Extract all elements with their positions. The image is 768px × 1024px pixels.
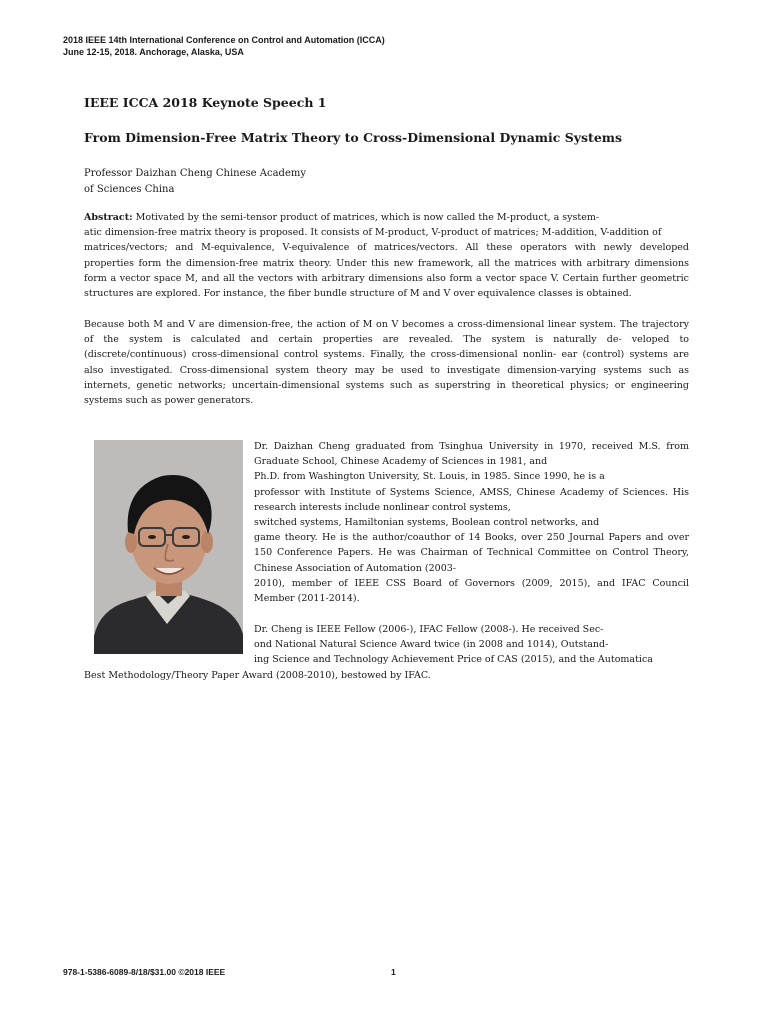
bio-line: Ph.D. from Washington University, St. Louis, in 1985. Since 1990, he is a [254,471,605,483]
body-line: systems such as power generators. [84,395,254,407]
abstract-line: form a vector space M, and all the vectors with arbitrary dimensions also form a vector space V. Certain further geometric [84,272,689,284]
abstract-paragraph [84,210,689,301]
conference-header-line2: June 12-15, 2018. Anchorage, Alaska, USA [63,47,244,57]
biography-paragraph [254,439,689,606]
body-line: of the system is calculated and certain properties are revealed. The system is naturally de- veloped to [84,334,689,346]
conference-header [63,34,385,58]
bio-line: ing Science and Technology Achievement Price of CAS (2015), and the Automatica [254,654,653,666]
talk-title: From Dimension-Free Matrix Theory to Cross-Dimensional Dynamic Systems [84,130,623,145]
honors-paragraph [254,622,689,668]
footer-isbn: 978-1-5386-6089-8/18/$31.00 ©2018 IEEE [63,967,226,977]
bio-line: research interests include nonlinear control systems, [254,501,511,513]
bio-line: ond National Natural Science Award twice (in 2008 and 1014), Outstand- [254,639,609,651]
abstract-line [84,210,689,225]
abstract-line: matrices/vectors; and M-equivalence, V-equivalence of matrices/vectors. All these operators with newly developed [84,242,689,254]
honors-last-line: Best Methodology/Theory Paper Award (2008-2010), bestowed by IFAC. [84,670,431,681]
bio-line: 2010), member of IEEE CSS Board of Governors (2009, 2015), and IFAC Council [254,577,689,589]
bio-line: professor with Institute of Systems Science, AMSS, Chinese Academy of Sciences. His [254,486,689,498]
bio-line: Member (2011-2014). [254,593,360,605]
bio-line: Graduate School, Chinese Academy of Sciences in 1981, and [254,456,548,468]
author-line1: Professor Daizhan Cheng Chinese Academy [84,168,307,179]
bio-line: Dr. Cheng is IEEE Fellow (2006-), IFAC Fellow (2008-). He received Sec- [254,624,604,635]
abstract-line: structures are explored. For instance, the fiber bundle structure of M and V over equivalence classes is obtained. [84,288,632,300]
abstract-line: atic dimension-free matrix theory is proposed. It consists of M-product, V-product of matrices; M-addition, V-addition of [84,227,662,239]
abstract-label: Abstract: [84,212,133,223]
body-line: also investigated. Cross-dimensional system theory may be used to investigate dimension-varying systems such as [84,364,689,376]
conference-header-line1: 2018 IEEE 14th International Conference on Control and Automation (ICCA) [63,35,385,45]
author-line2: of Sciences China [84,183,175,195]
body-line: Because both M and V are dimension-free, the action of M on V becomes a cross-dimensional linear system. The trajectory [84,319,689,330]
bio-line: Dr. Daizhan Cheng graduated from Tsinghua University in 1970, received M.S. from [254,441,689,452]
bio-line: game theory. He is the author/coauthor of 14 Books, over 250 Journal Papers and over [254,532,689,544]
page-number: 1 [391,967,396,977]
abstract-line: properties form the dimension-free matrix theory. Under this new framework, all the matrices with arbitrary dimensions [84,257,689,269]
abstract-line-text: Motivated by the semi-tensor product of matrices, which is now called the M-product, a system- [135,212,600,223]
bio-line: switched systems, Hamiltonian systems, Boolean control networks, and [254,517,600,529]
body-line: (discrete/continuous) cross-dimensional control systems. Finally, the cross-dimensional nonlin- ear (control) systems are [84,349,689,361]
body-line: internets, genetic networks; uncertain-dimensional systems such as superstring in theoretical physics; or engineering [84,379,689,391]
author-photo [94,440,243,654]
keynote-title: IEEE ICCA 2018 Keynote Speech 1 [84,95,327,110]
author-affiliation [84,166,306,197]
bio-line: Chinese Association of Automation (2003- [254,562,457,574]
body-paragraph [84,317,689,408]
bio-line: 150 Conference Papers. He was Chairman of Technical Committee on Control Theory, [254,547,689,559]
